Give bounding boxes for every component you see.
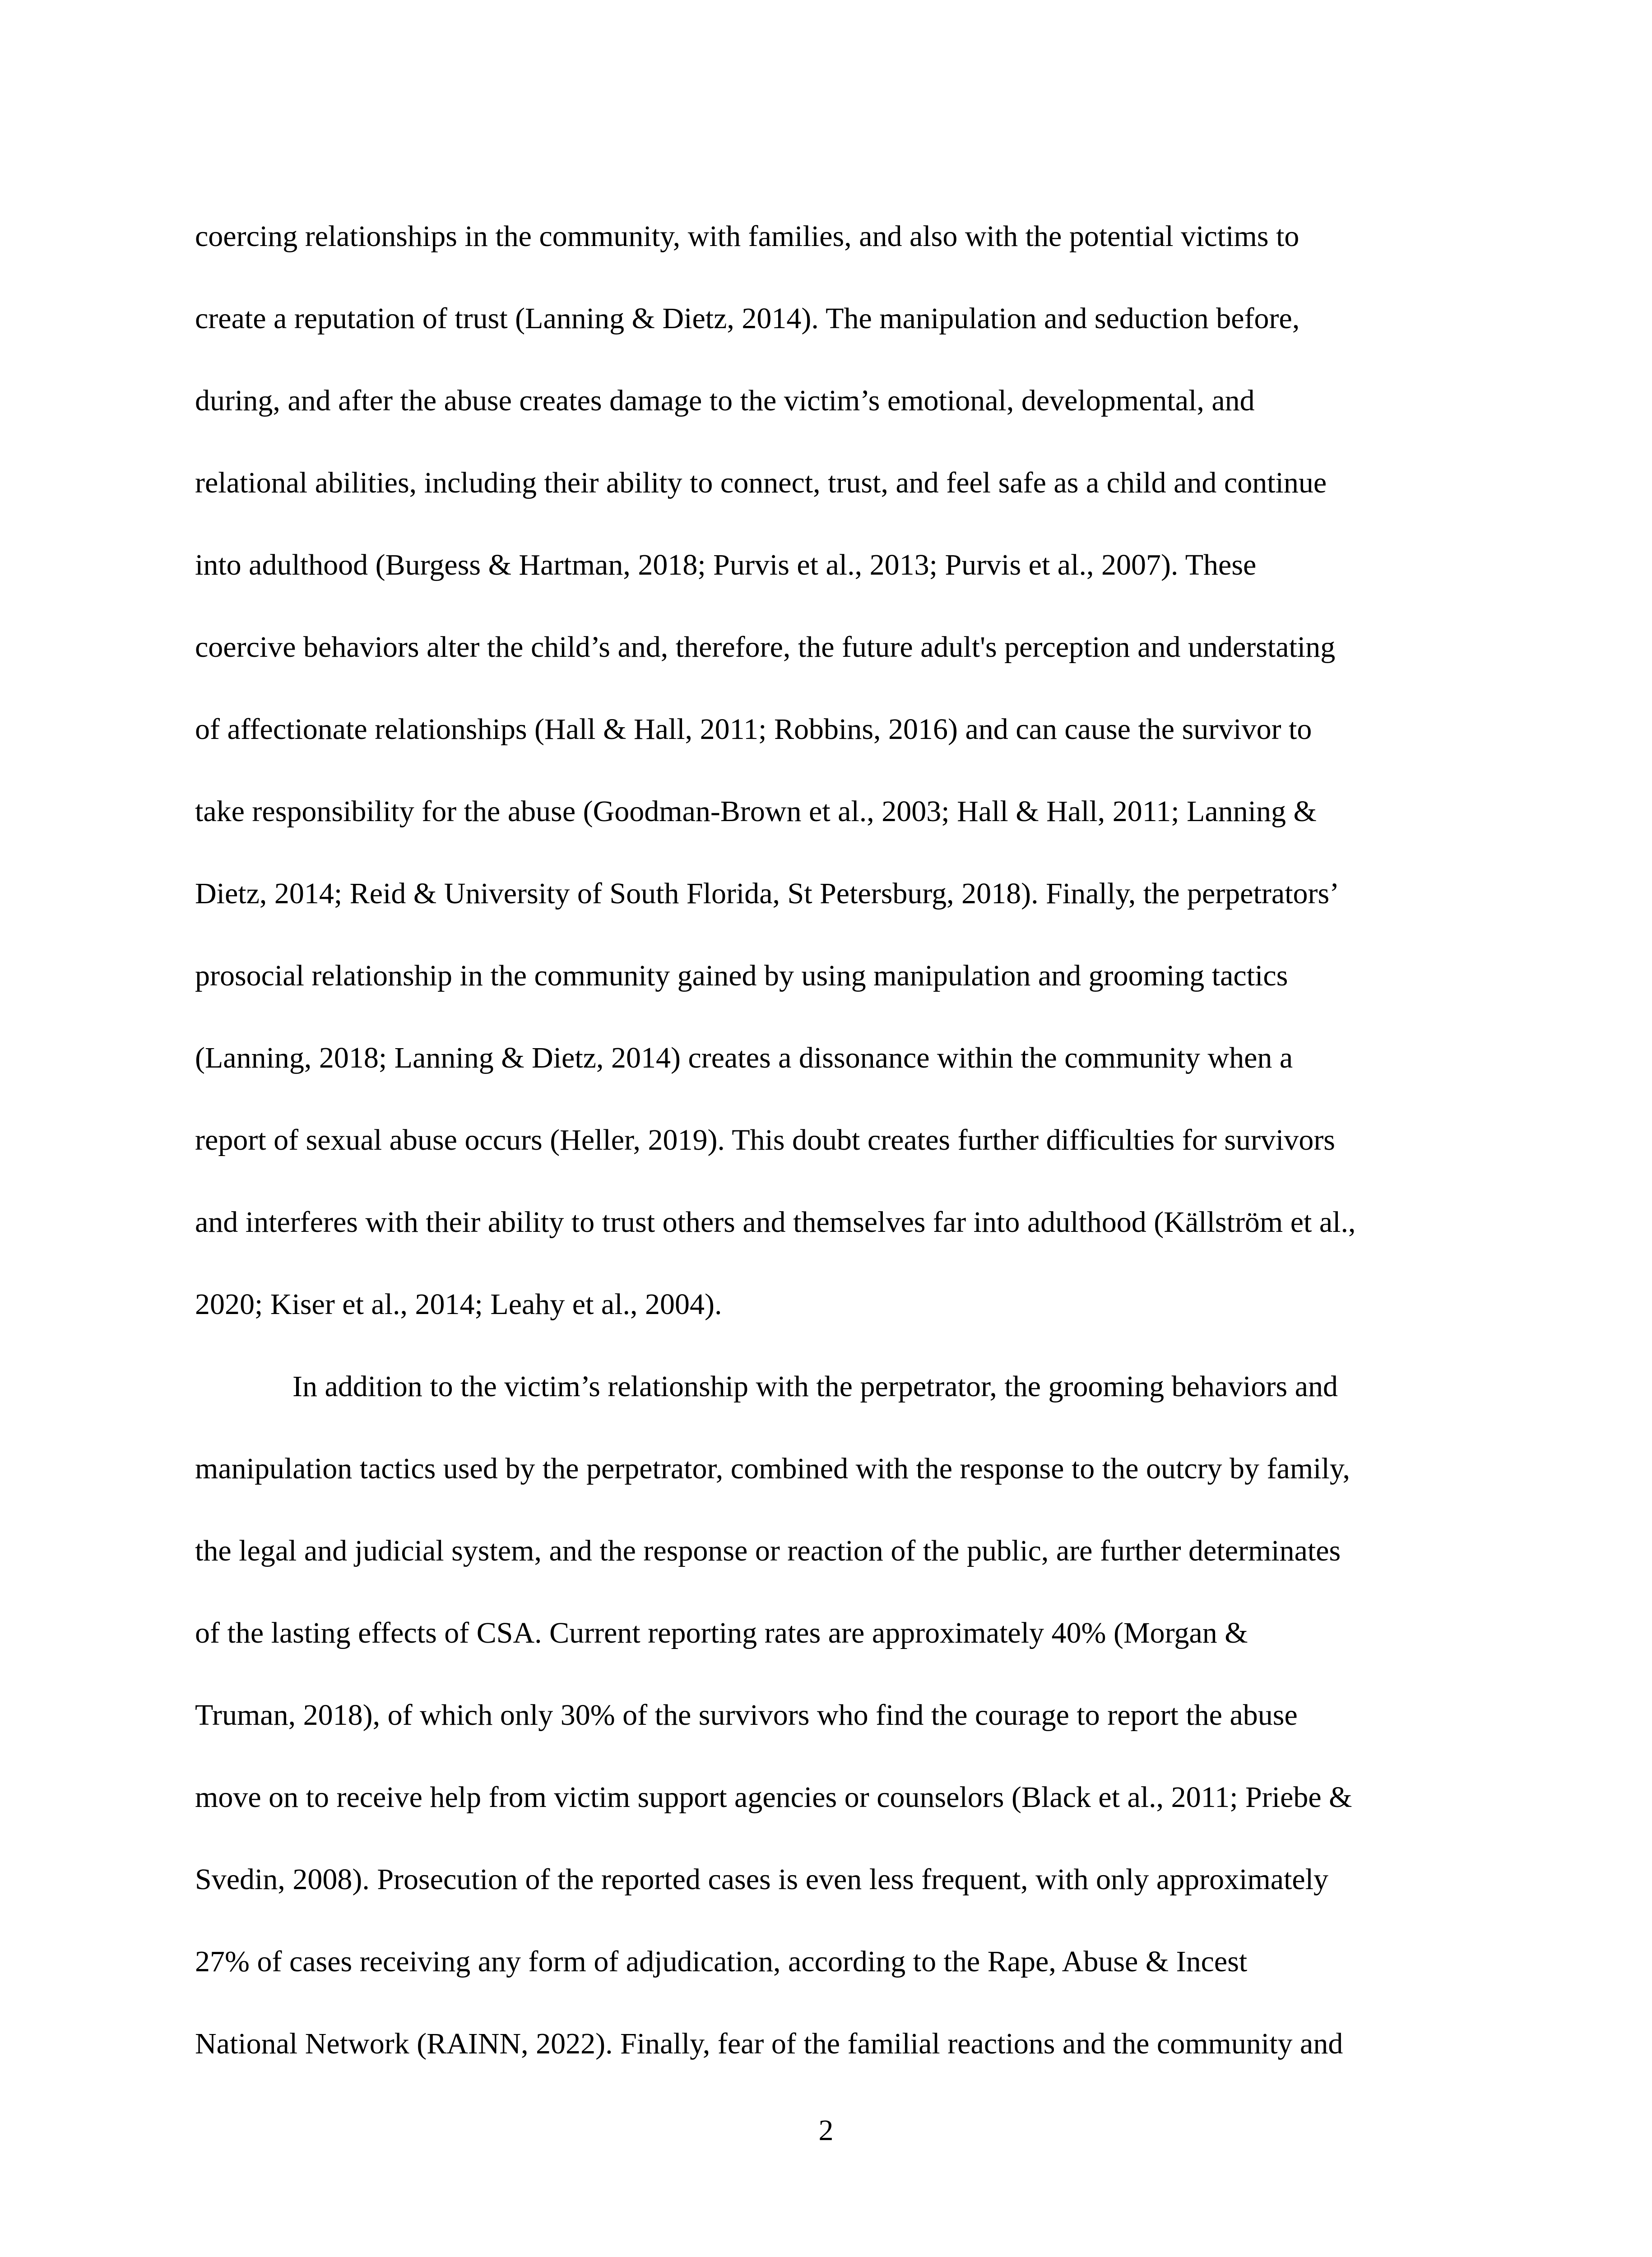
text-line: Dietz, 2014; Reid & University of South Florida, St Petersburg, 2018). Finally, the perpetrators’ [195,877,1340,910]
text-line: 27% of cases receiving any form of adjudication, according to the Rape, Abuse & Incest [195,1945,1248,1978]
text-line: of affectionate relationships (Hall & Hall, 2011; Robbins, 2016) and can cause the survivor to [195,713,1312,746]
text-line: Svedin, 2008). Prosecution of the reported cases is even less frequent, with only approximately [195,1863,1329,1896]
text-line: into adulthood (Burgess & Hartman, 2018; Purvis et al., 2013; Purvis et al., 2007). These [195,548,1257,581]
text-line: coercive behaviors alter the child’s and, therefore, the future adult's perception and understating [195,631,1336,664]
text-line: Truman, 2018), of which only 30% of the survivors who find the courage to report the abuse [195,1699,1298,1732]
text-line: the legal and judicial system, and the response or reaction of the public, are further determinates [195,1534,1341,1567]
text-line: manipulation tactics used by the perpetrator, combined with the response to the outcry by family, [195,1452,1350,1485]
text-line: relational abilities, including their ability to connect, trust, and feel safe as a child and continue [195,466,1327,499]
text-line: National Network (RAINN, 2022). Finally, fear of the familial reactions and the community and [195,2027,1343,2060]
text-line: prosocial relationship in the community gained by using manipulation and grooming tactics [195,959,1288,992]
text-line: of the lasting effects of CSA. Current reporting rates are approximately 40% (Morgan & [195,1616,1248,1649]
text-line: report of sexual abuse occurs (Heller, 2019). This doubt creates further difficulties for survivors [195,1124,1335,1156]
text-line: coercing relationships in the community, with families, and also with the potential victims to [195,220,1299,253]
paragraph-2 [195,1361,1468,2101]
text-line: move on to receive help from victim support agencies or counselors (Black et al., 2011; Priebe & [195,1781,1352,1814]
text-line: create a reputation of trust (Lanning & Dietz, 2014). The manipulation and seduction before, [195,302,1300,335]
text-line: during, and after the abuse creates damage to the victim’s emotional, developmental, and [195,384,1255,417]
text-line: 2020; Kiser et al., 2014; Leahy et al., 2004). [195,1288,722,1321]
page-number: 2 [818,2114,834,2147]
text-line: (Lanning, 2018; Lanning & Dietz, 2014) creates a dissonance within the community when a [195,1041,1293,1074]
text-line: and interferes with their ability to trust others and themselves far into adulthood (Källström et al., [195,1206,1356,1239]
text-line: take responsibility for the abuse (Goodman-Brown et al., 2003; Hall & Hall, 2011; Lanning & [195,795,1317,828]
paragraph-1 [195,211,1468,1361]
text-line: In addition to the victim’s relationship with the perpetrator, the grooming behaviors and [292,1370,1338,1403]
body-text [195,211,1468,2101]
